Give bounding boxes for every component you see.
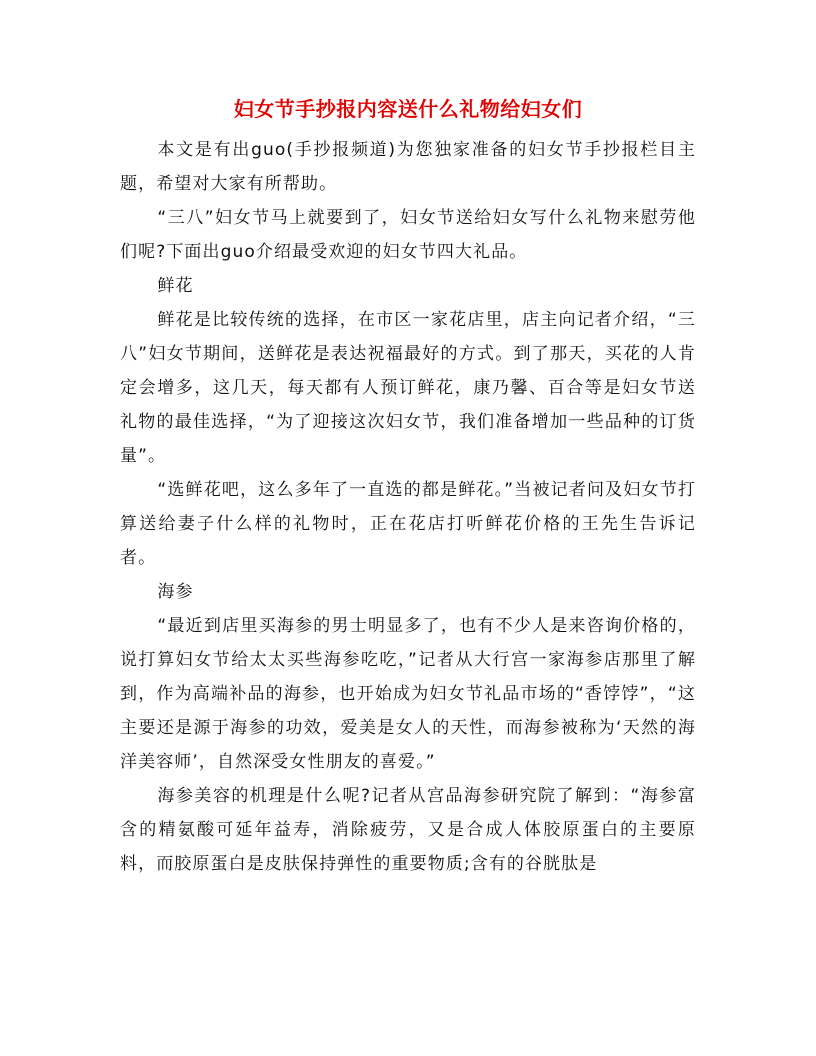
- document-body: [120, 133, 696, 881]
- document-title: 妇女节手抄报内容送什么礼物给妇女们: [233, 97, 583, 121]
- section-heading-sea-cucumber: 海参: [157, 582, 194, 602]
- paragraph-intro: 本文是有出guo(手抄报频道)为您独家准备的妇女节手抄报栏目主题，希望对大家有所帮助。: [120, 140, 696, 194]
- paragraph-sea-cucumber-shop: “最近到店里买海参的男士明显多了，也有不少人是来咨询价格的，说打算妇女节给太太买些海参吃吃，”记者从大行宫一家海参店那里了解到，作为高端补品的海参，也开始成为妇女节礼品市场的“香饽饽”，“这主要还是源于海参的功效，爱美是女人的天性，而海参被称为‘天然的海洋美容师’，自然深受女性朋友的喜爱。”: [120, 616, 696, 772]
- paragraph-flowers-quote: “选鲜花吧，这么多年了一直选的都是鲜花。”当被记者问及妇女节打算送给妻子什么样的礼物时，正在花店打听鲜花价格的王先生告诉记者。: [120, 480, 696, 568]
- section-heading-flowers: 鲜花: [157, 276, 194, 296]
- paragraph-womens-day: “三八”妇女节马上就要到了，妇女节送给妇女写什么礼物来慰劳他们呢?下面出guo介绍最受欢迎的妇女节四大礼品。: [120, 208, 696, 262]
- paragraph-sea-cucumber-research: 海参美容的机理是什么呢?记者从宫品海参研究院了解到：“海参富含的精氨酸可延年益寿，消除疲劳，又是合成人体胶原蛋白的主要原料，而胶原蛋白是皮肤保持弹性的重要物质;含有的谷胱肽是: [120, 786, 696, 874]
- paragraph-flowers-shop: 鲜花是比较传统的选择，在市区一家花店里，店主向记者介绍，“三八”妇女节期间，送鲜花是表达祝福最好的方式。到了那天，买花的人肯定会增多，这几天，每天都有人预订鲜花，康乃馨、百合等是妇女节送礼物的最佳选择，“为了迎接这次妇女节，我们准备增加一些品种的订货量”。: [120, 310, 696, 466]
